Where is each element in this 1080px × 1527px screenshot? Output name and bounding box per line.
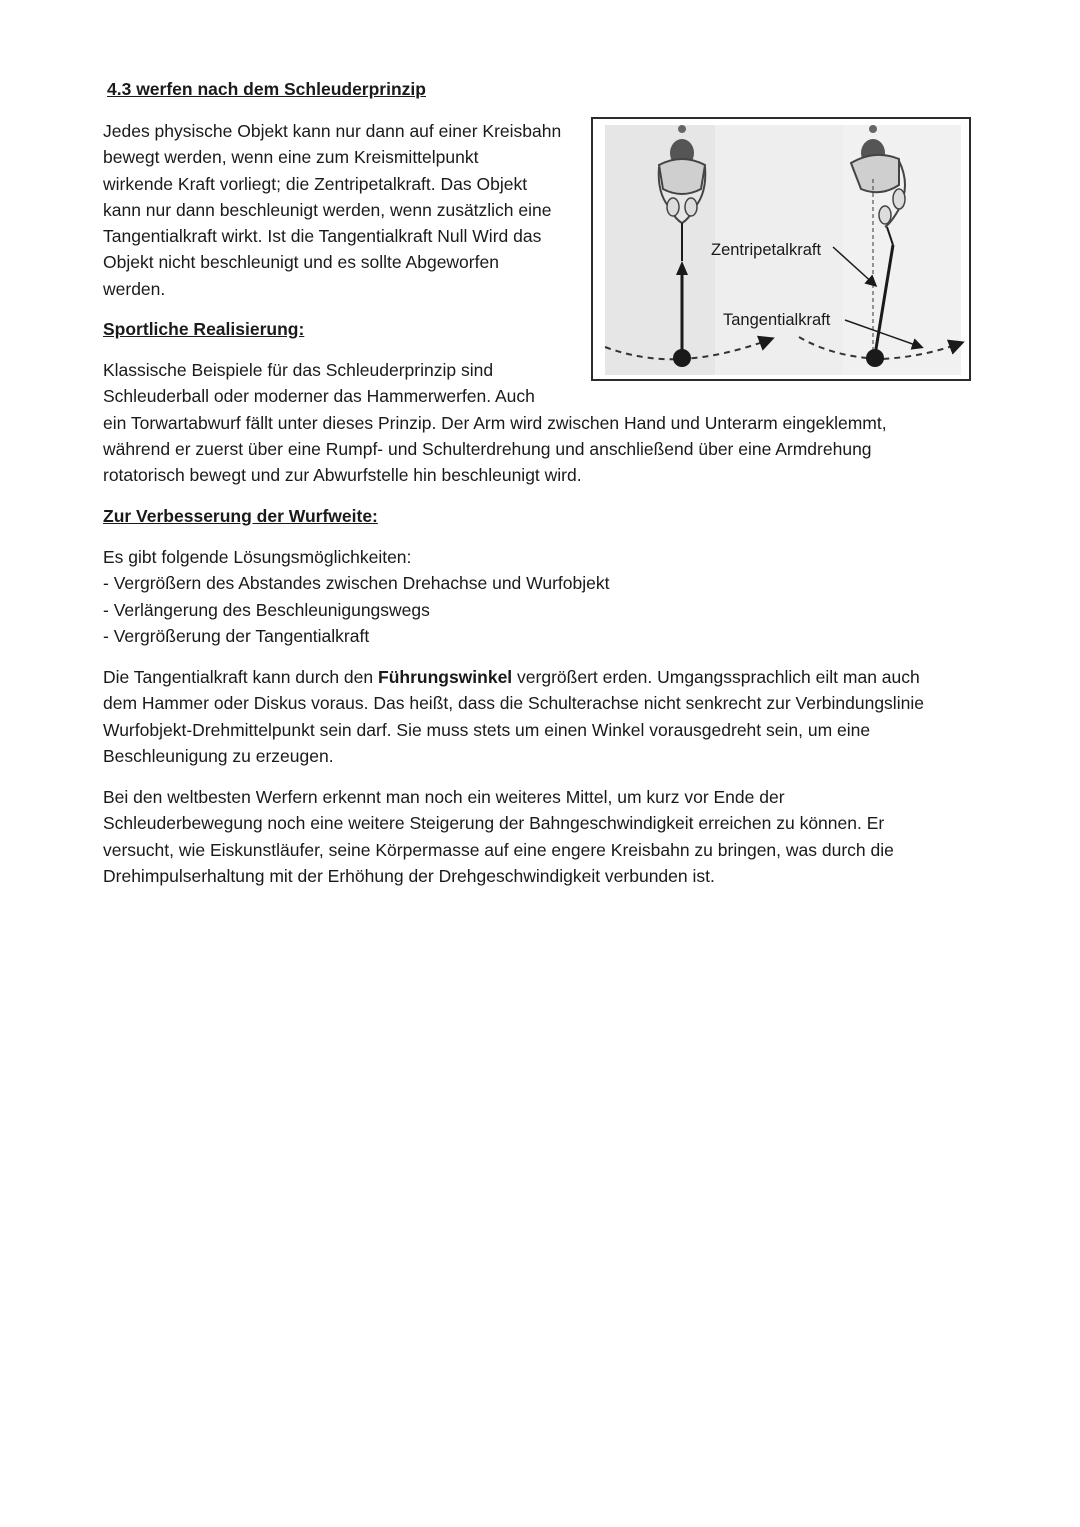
bold-term-fuehrungswinkel: Führungswinkel xyxy=(378,667,513,687)
subheading-sportliche-realisierung: Sportliche Realisierung: xyxy=(103,319,305,339)
text-line xyxy=(103,664,924,690)
text-line: während er zuerst über eine Rumpf- und Schulterdrehung und anschließend über eine Armdrehung xyxy=(103,438,872,459)
text-line: Schleuderbewegung noch eine weitere Steigerung der Bahngeschwindigkeit erreichen zu können. Er xyxy=(103,813,885,834)
text-line: Es gibt folgende Lösungsmöglichkeiten: xyxy=(103,547,412,567)
section-heading: 4.3 werfen nach dem Schleuderprinzip xyxy=(107,79,426,99)
text-fragment: vergrößert erden. Umgangssprachlich eilt man auch xyxy=(512,667,920,687)
text-line: ein Torwartabwurf fällt unter dieses Prinzip. Der Arm wird zwischen Hand und Unterarm eingeklemmt, xyxy=(103,412,887,433)
text-line: wirkende Kraft vorliegt; die Zentripetalkraft. Das Objekt xyxy=(103,173,528,194)
list-item: - Vergrößern des Abstandes zwischen Drehachse und Wurfobjekt xyxy=(103,573,610,594)
list-item: - Verlängerung des Beschleunigungswegs xyxy=(103,599,430,620)
text-line: kann nur dann beschleunigt werden, wenn zusätzlich eine xyxy=(103,199,552,220)
drehimpuls-paragraph xyxy=(103,784,894,889)
text-line: rotatorisch bewegt und zur Abwurfstelle hin beschleunigt wird. xyxy=(103,465,582,486)
text-line: Schleuderball oder moderner das Hammerwerfen. Auch xyxy=(103,386,535,407)
text-line: Klassische Beispiele für das Schleuderprinzip sind xyxy=(103,360,494,380)
text-line: Bei den weltbesten Werfern erkennt man noch ein weiteres Mittel, um kurz vor Ende der xyxy=(103,787,785,807)
text-line: werden. xyxy=(103,278,166,299)
loesungen-list xyxy=(103,544,609,649)
text-line: Tangentialkraft wirkt. Ist die Tangentialkraft Null Wird das xyxy=(103,226,542,247)
text-line: dem Hammer oder Diskus voraus. Das heißt, dass die Schulterachse nicht senkrecht zur Verbindungslinie xyxy=(103,693,924,714)
text-line: bewegt werden, wenn eine zum Kreismittelpunkt xyxy=(103,147,479,168)
text-fragment: Die Tangentialkraft kann durch den xyxy=(103,667,378,687)
text-line: versucht, wie Eiskunstläufer, seine Körpermasse auf eine engere Kreisbahn zu bringen, was durch die xyxy=(103,839,894,860)
subheading-verbesserung-wurfweite: Zur Verbesserung der Wurfweite: xyxy=(103,506,378,526)
text-line: Jedes physische Objekt kann nur dann auf einer Kreisbahn xyxy=(103,121,562,141)
text-line: Objekt nicht beschleunigt und es sollte Abgeworfen xyxy=(103,252,499,273)
realisierung-paragraph xyxy=(103,357,887,488)
text-line: Wurfobjekt-Drehmittelpunkt sein darf. Sie muss stets um einen Winkel vorausgedreht sein, um eine xyxy=(103,719,871,740)
hammer-throw-figure xyxy=(591,117,971,381)
intro-paragraph xyxy=(103,118,561,302)
text-line: Beschleunigung zu erzeugen. xyxy=(103,745,334,766)
list-item: - Vergrößerung der Tangentialkraft xyxy=(103,625,370,646)
text-line: Drehimpulserhaltung mit der Erhöhung der Drehgeschwindigkeit verbunden ist. xyxy=(103,865,715,886)
label-zentripetalkraft: Zentripetalkraft xyxy=(711,241,822,259)
fuehrungswinkel-paragraph xyxy=(103,664,924,769)
label-tangentialkraft: Tangentialkraft xyxy=(723,311,831,329)
